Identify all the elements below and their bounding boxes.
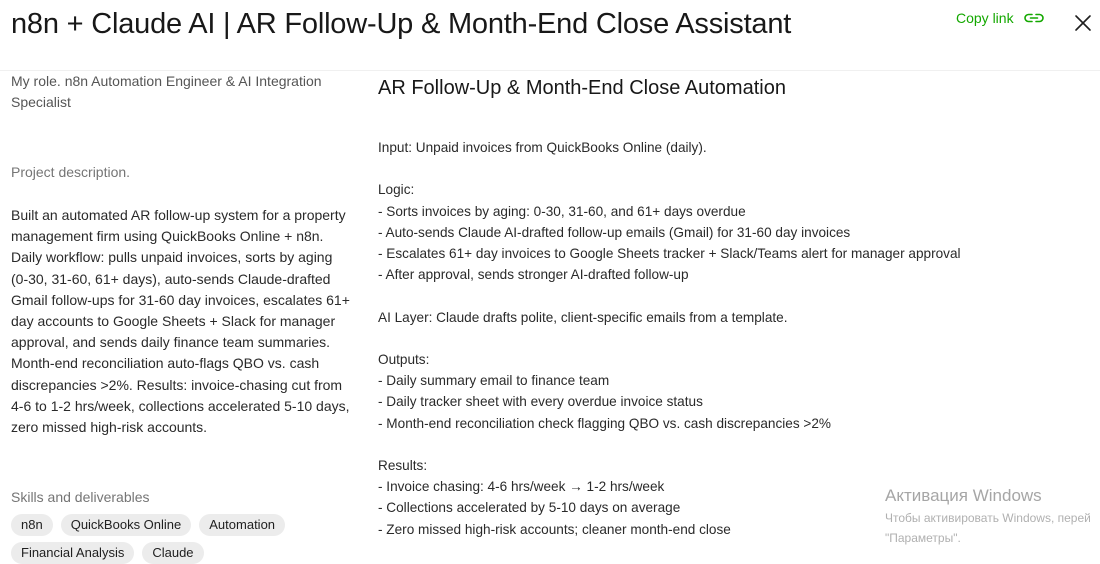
details-line: Results:: [378, 457, 428, 473]
skill-chip[interactable]: QuickBooks Online: [61, 514, 192, 536]
windows-activation-watermark: [885, 486, 1091, 546]
details-line: - After approval, sends stronger AI-drafted follow-up: [378, 267, 689, 283]
skill-chip[interactable]: Claude: [142, 542, 203, 564]
details-line: Outputs:: [378, 351, 430, 367]
details-line: Input: Unpaid invoices from QuickBooks Online (daily).: [378, 140, 707, 155]
watermark-title: Активация Windows: [885, 486, 1042, 505]
details-line: - Collections accelerated by 5-10 days on average: [378, 500, 681, 516]
details-line: - Invoice chasing: 4-6 hrs/week → 1-2 hrs/week: [378, 479, 665, 495]
skill-chip[interactable]: Financial Analysis: [11, 542, 134, 564]
role-value: n8n Automation Engineer & AI Integration Specialist: [11, 73, 322, 110]
details-title: AR Follow-Up & Month-End Close Automation: [378, 77, 786, 99]
details-line: - Sorts invoices by aging: 0-30, 31-60, and 61+ days overdue: [378, 203, 746, 219]
details-line: - Daily summary email to finance team: [378, 373, 610, 389]
close-icon: [1073, 13, 1093, 33]
skills-list: [11, 514, 351, 564]
role-label: My role.: [11, 73, 61, 89]
page-title: n8n + Claude AI | AR Follow-Up & Month-End Close Assistant: [11, 8, 792, 40]
project-description-label: Project description.: [11, 164, 131, 180]
role-text: [11, 71, 351, 113]
details-line: - Escalates 61+ day invoices to Google Sheets tracker + Slack/Teams alert for manager approval: [378, 246, 961, 261]
skill-chip[interactable]: Automation: [199, 514, 285, 536]
details-line: - Zero missed high-risk accounts; cleaner month-end close: [378, 521, 731, 537]
details-line: [378, 328, 1018, 349]
copy-link-button[interactable]: [956, 10, 1046, 26]
details-line: [378, 434, 1018, 455]
left-panel: [11, 71, 351, 560]
details-body: [378, 137, 1018, 540]
details-line: AI Layer: Claude drafts polite, client-specific emails from a template.: [378, 309, 788, 325]
skills-label: Skills and deliverables: [11, 489, 150, 505]
watermark-line: Чтобы активировать Windows, перей: [885, 511, 1091, 525]
details-line: - Month-end reconciliation check flagging QBO vs. cash discrepancies >2%: [378, 415, 831, 431]
watermark-line: "Параметры".: [885, 531, 961, 545]
details-line: [378, 285, 1018, 306]
details-line: Logic:: [378, 182, 415, 198]
skill-chip[interactable]: n8n: [11, 514, 53, 536]
details-line: - Daily tracker sheet with every overdue invoice status: [378, 394, 703, 410]
close-button[interactable]: [1073, 13, 1093, 33]
details-line: - Auto-sends Claude AI-drafted follow-up emails (Gmail) for 31-60 day invoices: [378, 224, 851, 240]
project-description: Built an automated AR follow-up system for a property management firm using QuickBooks Online + n8n. Daily workflow: pulls unpaid invoices, sorts by aging (0-30, 31-60, 61+ days), auto-sends Claude-drafted Gmail follow-ups for 31-60 day invoices, escalates 61+ day accounts to Google Sheets + Slack for manager approval, and sends daily finance team summaries. Month-end reconciliation auto-flags QBO vs. cash discrepancies >2%. Results: invoice-chasing cut from 4-6 to 1-2 hrs/week, collections accelerated 5-10 days, zero missed high-risk accounts.: [11, 207, 350, 436]
details-line: [378, 158, 1018, 179]
link-icon: [1022, 11, 1046, 25]
copy-link-label: Copy link: [956, 10, 1014, 26]
